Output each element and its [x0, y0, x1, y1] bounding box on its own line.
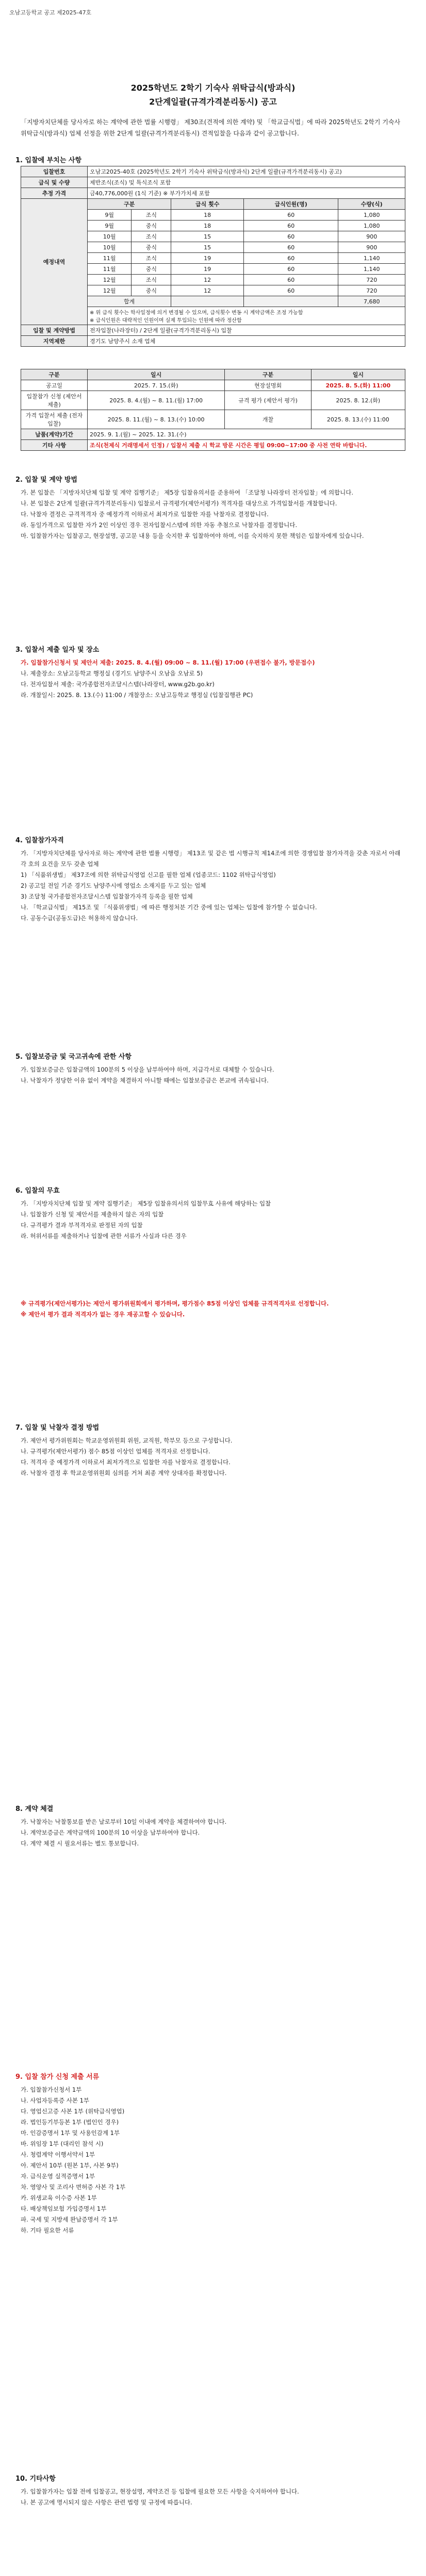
list-item: 나. 계약보증금은 계약금액의 100분의 10 이상을 납부하여야 합니다.	[21, 1829, 200, 1836]
column-header: 구분	[88, 199, 171, 210]
list-item: 아. 제안서 10부 (원본 1부, 사본 9부)	[21, 2162, 119, 2169]
list-item: 다. 규격평가 결과 부적격자로 판정된 자의 입찰	[21, 1222, 143, 1229]
table-cell: 18	[171, 221, 244, 231]
column-header: 구분	[225, 369, 311, 380]
row-label: 예정내역	[21, 199, 88, 325]
section-heading-2: 2. 입찰 및 계약 방법	[15, 476, 77, 484]
list-item: 마. 인감증명서 1부 및 사용인감계 1부	[21, 2129, 120, 2137]
table-cell: 7,680	[338, 296, 405, 307]
table-cell: 2025. 8. 5.(화) 11:00	[311, 380, 405, 391]
table-cell: 2025. 7. 15.(화)	[88, 380, 225, 391]
table-cell: 중식	[132, 242, 171, 253]
table-cell: 현장설명회	[225, 380, 311, 391]
list-item: 나. 본 입찰은 2단계 일괄(규격가격분리동시) 입찰로서 규격평가(제안서평가) 적격자를 대상으로 가격입찰서를 개찰합니다.	[21, 500, 337, 507]
row-value: 조식(천제식 거래명세서 인정) / 입찰서 제출 시 학교 방문 시간은 평일 09:00~17:00 중 사전 연락 바랍니다.	[88, 440, 405, 451]
section-3-body	[21, 657, 405, 701]
section-9-body	[21, 2084, 405, 2236]
list-item: 1) 「식품위생법」 제37조에 의한 위탁급식영업 신고를 필한 업체 (업종코드: 1102 위탁급식영업)	[21, 871, 276, 878]
table-cell: 1,080	[338, 221, 405, 231]
list-item: 나. 「학교급식법」 제15조 및 「식품위생법」에 따른 행정처분 기간 중에 있는 업체는 입찰에 참가할 수 없습니다.	[21, 904, 317, 911]
list-item: 다. 낙찰자 결정은 규격적격자 중 예정가격 이하로서 최저가로 입찰한 자를 낙찰자로 결정합니다.	[21, 511, 269, 518]
intro-paragraph: 「지방자치단체를 당사자로 하는 계약에 관한 법률 시행령」 제30조(견적에 의한 계약) 및 「학교급식법」에 따라 2025학년도 2학기 기숙사 위탁급식(방과식) 업체 선정을 위한 2단계 일괄(규격가격분리동시) 견적입찰을 다음과 같이 공고합니다.	[21, 118, 401, 137]
document-title-line2: 2단계일괄(규격가격분리동시) 공고	[149, 97, 277, 107]
list-item: 가. 「지방자치단체 입찰 및 계약 집행기준」 제5장 입찰유의서의 입찰무효 사유에 해당하는 입찰	[21, 1200, 271, 1207]
table-cell: 19	[171, 253, 244, 264]
table-cell: 조식	[132, 275, 171, 285]
table-cell: 15	[171, 242, 244, 253]
section-10-body	[21, 2486, 405, 2508]
document-title-line1: 2025학년도 2학기 기숙사 위탁급식(방과식)	[130, 83, 296, 93]
note-1: ※ 위 급식 횟수는 학사일정에 의거 변경될 수 있으며, 급식횟수 변동 시 계약금액은 조정 가능함	[90, 310, 303, 316]
bid-info-table	[21, 166, 405, 347]
list-item: 파. 국세 및 지방세 완납증명서 각 1부	[21, 2216, 118, 2223]
table-cell: 60	[244, 285, 338, 296]
list-item: 3) 조달청 국가종합전자조달시스템 입찰참가자격 등록을 필한 업체	[21, 893, 193, 900]
table-cell	[171, 296, 244, 307]
list-item: 가. 본 입찰은 「지방자치단체 입찰 및 계약 집행기준」 제5장 입찰유의서를 준용하여 「조달청 나라장터 전자입찰」에 의합니다.	[21, 489, 354, 496]
list-item: 가. 「지방자치단체를 당사자로 하는 계약에 관한 법률 시행령」 제13조 및 같은 법 시행규칙 제14조에 의한 경쟁입찰 참가자격을 갖춘 자로서 아래 각 호의 요건을 모두 갖춘 업체	[21, 850, 401, 868]
row-label: 납품(계약)기간	[21, 429, 88, 440]
list-item: 다. 계약 체결 시 필요서류는 별도 통보합니다.	[21, 1840, 139, 1847]
list-item: 라. 허위서류를 제출하거나 입찰에 관한 서류가 사실과 다른 경우	[21, 1232, 187, 1240]
table-cell: 조식	[132, 231, 171, 242]
table-cell: 60	[244, 210, 338, 221]
table-cell: 2025. 8. 11.(월) ~ 8. 13.(수) 10:00	[88, 410, 225, 429]
list-item: 나. 제출장소: 오남고등학교 행정실 (경기도 남양주시 오남읍 오남로 5)	[21, 670, 203, 677]
table-cell: 2025. 8. 4.(월) ~ 8. 11.(월) 17:00	[88, 391, 225, 410]
table-cell: 720	[338, 275, 405, 285]
column-header: 급식 횟수	[171, 199, 244, 210]
list-item: 나. 낙찰자가 정당한 이유 없이 계약을 체결하지 아니할 때에는 입찰보증금은 본교에 귀속됩니다.	[21, 1077, 269, 1084]
column-header: 수량(식)	[338, 199, 405, 210]
section-5-body	[21, 1064, 405, 1086]
list-item: 가. 입찰보증금은 입찰금액의 100분의 5 이상을 납부하여야 하며, 지급각서로 대체할 수 있습니다.	[21, 1066, 274, 1073]
table-cell: 12	[171, 275, 244, 285]
table-cell: 2025. 8. 13.(수) 11:00	[311, 410, 405, 429]
list-item: 나. 사업자등록증 사본 1부	[21, 2097, 90, 2104]
row-label: 급식 및 수량	[21, 177, 88, 188]
row-label: 추정 가격	[21, 188, 88, 199]
section-6-body	[21, 1198, 405, 1242]
table-cell: 중식	[132, 285, 171, 296]
row-value: 전자입찰(나라장터) / 2단계 일괄(규격가격분리동시) 입찰	[88, 325, 405, 336]
section-heading-8: 8. 계약 체결	[15, 1805, 54, 1813]
list-item: 라. 동일가격으로 입찰한 자가 2인 이상인 경우 전자입찰시스템에 의한 자동 추첨으로 낙찰자를 결정합니다.	[21, 521, 298, 529]
list-item: 가. 입찰참가자는 입찰 전에 입찰공고, 현장설명, 계약조건 등 입찰에 필요한 모든 사항을 숙지하여야 합니다.	[21, 2488, 299, 2495]
table-cell: 1,080	[338, 210, 405, 221]
table-cell: 60	[244, 275, 338, 285]
list-item: 라. 개찰일시: 2025. 8. 13.(수) 11:00 / 개찰장소: 오남고등학교 행정실 (입찰집행관 PC)	[21, 691, 253, 699]
list-item: 마. 입찰참가자는 입찰공고, 현장설명, 공고문 내용 등을 숙지한 후 입찰하여야 하며, 이를 숙지하지 못한 책임은 입찰자에게 있습니다.	[21, 532, 364, 539]
list-item: 라. 법인등기부등본 1부 (법인인 경우)	[21, 2119, 119, 2126]
section-heading-10: 10. 기타사항	[15, 2475, 56, 2483]
table-cell: 10월	[88, 242, 132, 253]
list-item: 카. 위생교육 이수증 사본 1부	[21, 2194, 97, 2201]
table-cell: 2025. 8. 12.(화)	[311, 391, 405, 410]
notice-number: 오남고등학교 공고 제2025-47호	[9, 9, 92, 16]
section-2-body	[21, 487, 405, 541]
list-item: 가. 입찰참가신청서 1부	[21, 2086, 82, 2093]
section-8-body	[21, 1817, 405, 1849]
table-cell: 900	[338, 242, 405, 253]
list-item: 다. 적격자 중 예정가격 이하로서 최저가격으로 입찰한 자를 낙찰자로 결정합니다.	[21, 1459, 231, 1466]
row-label: 입찰번호	[21, 166, 88, 177]
table-cell: 합계	[88, 296, 171, 307]
row-label: 지역제한	[21, 336, 88, 347]
table-cell: 19	[171, 264, 244, 275]
list-item: 나. 규격평가(제안서평가) 점수 85점 이상인 업체를 적격자로 선정합니다.	[21, 1448, 210, 1455]
red-notice: ※ 규격평가(제안서평가)는 제안서 평가위원회에서 평가하며, 평가점수 85점 이상인 업체를 규격적격자로 선정합니다.	[21, 1300, 329, 1307]
list-item: 바. 위임장 1부 (대리인 참석 시)	[21, 2140, 104, 2147]
column-header: 구분	[21, 369, 88, 380]
section-heading-4: 4. 입찰참가자격	[15, 837, 64, 844]
schedule-table	[21, 369, 405, 451]
row-value: 금40,776,000원 (1식 기준) ※ 부가가치세 포함	[88, 188, 405, 199]
note-2: ※ 급식인원은 대략적인 인원이며 실제 투입되는 인원에 따라 정산함	[90, 318, 242, 324]
row-label: 기타 사항	[21, 440, 88, 451]
table-cell: 개찰	[225, 410, 311, 429]
table-cell: 규격 평가 (제안서 평가)	[225, 391, 311, 410]
list-item: 2) 공고일 전일 기준 경기도 남양주시에 영업소 소재지를 두고 있는 업체	[21, 882, 206, 889]
list-item: 다. 공동수급(공동도급)은 허용하지 않습니다.	[21, 914, 138, 922]
row-value: 제반조식(조식) 및 특식조식 포함	[88, 177, 405, 188]
table-cell: 조식	[132, 210, 171, 221]
table-cell: 9월	[88, 210, 132, 221]
list-item: 다. 전자입찰서 제출: 국가종합전자조달시스템(나라장터, www.g2b.go.kr)	[21, 681, 215, 688]
table-cell: 조식	[132, 253, 171, 264]
table-cell: 가격 입찰서 제출 (전자입찰)	[21, 410, 88, 429]
table-cell: 60	[244, 253, 338, 264]
list-item: 가. 낙찰자는 낙찰통보를 받은 날로부터 10일 이내에 계약을 체결하여야 합니다.	[21, 1818, 227, 1825]
table-cell: 11월	[88, 253, 132, 264]
section-heading-1: 1. 입찰에 부치는 사항	[15, 157, 82, 164]
row-label: 입찰 및 계약방법	[21, 325, 88, 336]
list-item: 차. 영양사 및 조리사 면허증 사본 각 1부	[21, 2183, 126, 2191]
table-cell: 60	[244, 264, 338, 275]
column-header: 급식인원(명)	[244, 199, 338, 210]
table-cell: 60	[244, 231, 338, 242]
table-cell: 60	[244, 242, 338, 253]
section-7-body	[21, 1435, 405, 1479]
list-item: 가. 입찰참가신청서 및 제안서 제출: 2025. 8. 4.(월) 09:00 ~ 8. 11.(월) 17:00 (우편접수 불가, 방문접수)	[21, 659, 315, 666]
table-cell: 중식	[132, 264, 171, 275]
section-heading-7: 7. 입찰 및 낙찰자 결정 방법	[15, 1424, 100, 1432]
list-item: 타. 배상책임보험 가입증명서 1부	[21, 2205, 107, 2212]
table-cell: 900	[338, 231, 405, 242]
table-cell: 입찰참가 신청 (제안서 제출)	[21, 391, 88, 410]
list-item: 라. 낙찰자 결정 후 학교운영위원회 심의를 거쳐 최종 계약 상대자를 확정합니다.	[21, 1469, 227, 1477]
row-value: 오남고2025-40호 (2025학년도 2학기 기숙사 위탁급식(방과식) 2단계 일괄(규격가격분리동시) 공고)	[88, 166, 405, 177]
column-header: 일시	[311, 369, 405, 380]
row-value: 경기도 남양주시 소재 업체	[88, 336, 405, 347]
red-notice: ※ 제안서 평가 결과 적격자가 없는 경우 재공고할 수 있습니다.	[21, 1311, 185, 1318]
table-cell: 공고일	[21, 380, 88, 391]
list-item: 사. 청렴계약 이행서약서 1부	[21, 2151, 95, 2158]
list-item: 나. 본 공고에 명시되지 않은 사항은 관련 법령 및 규정에 따릅니다.	[21, 2499, 192, 2506]
list-item: 가. 제안서 평가위원회는 학교운영위원회 위원, 교직원, 학부모 등으로 구성합니다.	[21, 1437, 233, 1444]
list-item: 나. 입찰참가 신청 및 제안서를 제출하지 않은 자의 입찰	[21, 1211, 164, 1218]
section-heading-9: 9. 입찰 참가 신청 제출 서류	[15, 2073, 100, 2081]
table-cell: 12	[171, 285, 244, 296]
red-notice-block	[21, 1298, 405, 1320]
table-cell: 12월	[88, 285, 132, 296]
table-cell: 720	[338, 285, 405, 296]
section-4-body	[21, 848, 405, 924]
table-cell: 12월	[88, 275, 132, 285]
list-item: 다. 영업신고증 사본 1부 (위탁급식영업)	[21, 2108, 125, 2115]
table-cell: 10월	[88, 231, 132, 242]
column-header: 일시	[88, 369, 225, 380]
table-cell: 9월	[88, 221, 132, 231]
table-cell: 60	[244, 221, 338, 231]
table-cell: 1,140	[338, 264, 405, 275]
table-cell: 1,140	[338, 253, 405, 264]
section-heading-3: 3. 입찰서 제출 일자 및 장소	[15, 646, 100, 654]
list-item: 하. 기타 필요한 서류	[21, 2227, 74, 2234]
list-item: 자. 급식운영 실적증명서 1부	[21, 2173, 95, 2180]
table-cell: 18	[171, 210, 244, 221]
row-value: 2025. 9. 1.(월) ~ 2025. 12. 31.(수)	[88, 429, 405, 440]
table-cell: 중식	[132, 221, 171, 231]
section-heading-6: 6. 입찰의 무효	[15, 1187, 60, 1195]
table-cell: 11월	[88, 264, 132, 275]
table-note	[88, 307, 405, 325]
table-cell: 15	[171, 231, 244, 242]
section-heading-5: 5. 입찰보증금 및 국고귀속에 관한 사항	[15, 1053, 132, 1061]
table-cell	[244, 296, 338, 307]
